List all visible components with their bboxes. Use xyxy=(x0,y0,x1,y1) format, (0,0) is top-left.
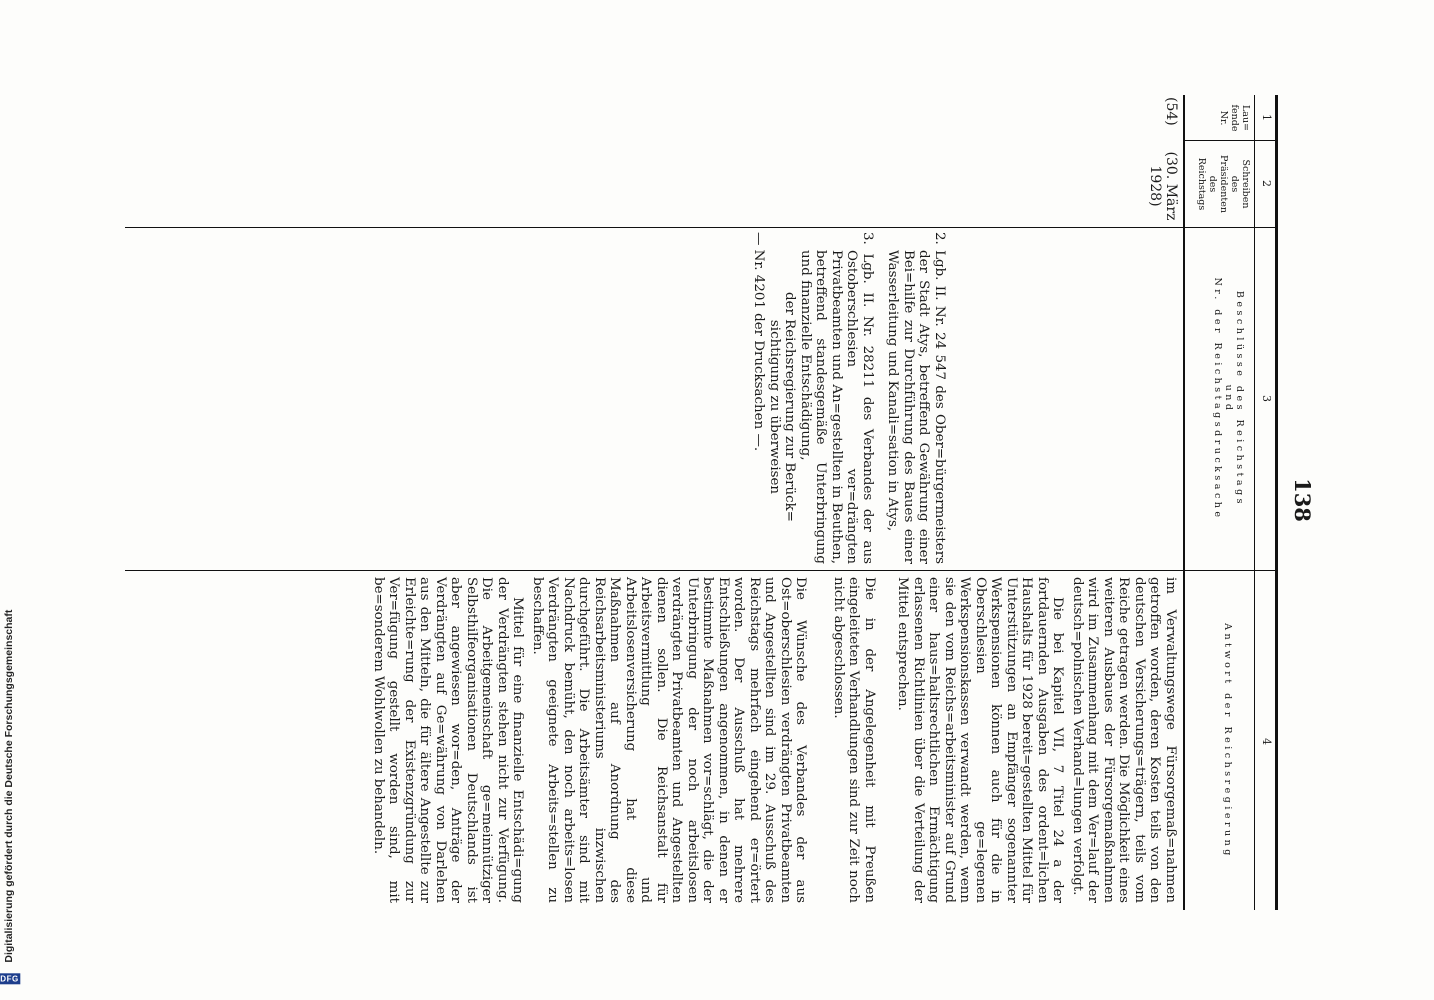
header-antwort: Antwort der Reichsregierung xyxy=(1222,623,1233,859)
beschluss-item-2: 2. Lgb. II. Nr. 24 547 des Ober=bürgermeisters der Stadt Atys, betreffend Gewährung einer Bei=hilfe zur Durchführung des Baues einer Wasserleitung und Kanali=sation in Atys, xyxy=(885,232,947,564)
page-number: 138 xyxy=(1290,478,1315,522)
column-number-1: 1 xyxy=(1260,114,1273,121)
antwort-paragraph: Die Wünsche des Verbandes der aus Ost=oberschlesien verdrängten Privatbeamten und Angestellten sind im 29. Ausschuß des Reichstags mehrfach eingehend er=örtert worden. Der Ausschuß hat mehrere Entschließungen angenommen, in denen er bestimmte Maßnahmen vor=schlägt, die der Unterbringung der noch arbeitslosen verdrängten Privatbeamten und Angestellten dienen sollen. Die Reichsanstalt für Arbeitsvermittlung und Arbeitslosenversicherung hat diese Maßnahmen auf Anordnung des Reichsarbeitsministeriums inzwischen durchgeführt. Die Arbeitsämter sind mit Nachdruck bemüht, den noch arbeits=losen Verdrängten geeignete Arbeits=stellen zu beschaffen. xyxy=(530,577,809,903)
column-number-4: 4 xyxy=(1260,738,1273,745)
beschluss-tail-2: sichtigung zu überweisen xyxy=(767,319,782,495)
beschluesse-text xyxy=(747,232,947,564)
row-number: (54) xyxy=(1163,97,1179,126)
beschluss-tail-1: der Reichsregierung zur Berück= xyxy=(782,292,798,522)
digitization-credit xyxy=(0,0,22,1000)
antwort-paragraph: Mittel für eine finanzielle Entschädi=gung der Verdrängten stehen nicht zur Verfügung. Die Arbeitgemeinschaft ge=meinnütziger Selbsthilfeorganisationen Deutschlands ist aber angewiesen wor=den, Anträge der Verdrängten auf Ge=währung von Darlehen aus den Mitteln, die für ältere Angestellte zur Erleichte=rung der Existenzgründung zur Ver=fügung gestellt worden sind, mit be=sonderem Wohlwollen zu behandeln. xyxy=(371,577,526,903)
table-top-rule xyxy=(1275,95,1278,910)
credit-text: Digitalisierung gefördert durch die Deutsche Forschungsgemeinschaft xyxy=(3,609,15,963)
antwort-paragraph: Die bei Kapitel VII, 7 Titel 24 a der fortdauernden Ausgaben des ordent=lichen Haushalts für 1928 bereit=gestellten Mittel für Unterstützungen an Empfänger sogenannter Werkspensionen können auch für die in Oberschlesien ge=legenen Werkspensionskassen verwandt werden, wenn sie den vom Reichs=arbeitsminister auf Grund einer haus=haltsrechtlichen Ermächtigung erlassenen Richtlinien über die Verteilung der Mittel entsprechen. xyxy=(895,577,1066,903)
column-number-3: 3 xyxy=(1260,395,1273,402)
drucksache-reference: — Nr. 4201 der Drucksachen —. xyxy=(751,232,767,452)
antwort-paragraph: im Verwaltungswege Fürsorgemaß=nahmen getroffen worden, deren Kosten teils von den deutschen Versicherungs=trägern, teils vom Reiche getragen werden. Die Möglichkeit eines weiteren Ausbaues der Fürsorgemaßnahmen wird im Zusammenhang mit dem Ver=lauf der deutsch=polnischen Verhand=lungen verfolgt. xyxy=(1070,577,1178,903)
column-divider-1 xyxy=(1185,140,1278,141)
column-divider-2 xyxy=(125,227,1278,228)
antwort-text xyxy=(367,577,1179,903)
header-bottom-rule xyxy=(1183,95,1185,910)
column-number-2: 2 xyxy=(1260,180,1273,187)
rotated-document-page xyxy=(125,90,1315,910)
dfg-logo: DFG xyxy=(0,973,20,984)
antwort-paragraph: Die in der Angelegenheit mit Preußen eingeleiteten Verhandlungen sind zur Zeit noch nicht abgeschlossen. xyxy=(831,577,877,903)
header-schreiben: Schreiben des Präsidenten des Reichstags xyxy=(1196,155,1251,213)
header-laufende-nr: Lau= fende Nr. xyxy=(1218,104,1251,132)
beschluss-item-3: 3. Lgb. II. Nr. 28211 des Verbandes der aus Ostoberschlesien ver=drängten Privatbeamten und An=gestellten in Beuthen, betreffend standesgemäße Unterbringung und finanzielle Entschädigung, xyxy=(798,232,875,564)
row-date: (30. März 1928) xyxy=(1147,151,1179,221)
header-beschluesse: Beschlüsse des Reichstags und Nr. der Reichstagsdrucksache xyxy=(1212,277,1245,521)
column-number-rule xyxy=(1254,95,1255,910)
column-divider-3 xyxy=(125,570,1278,571)
